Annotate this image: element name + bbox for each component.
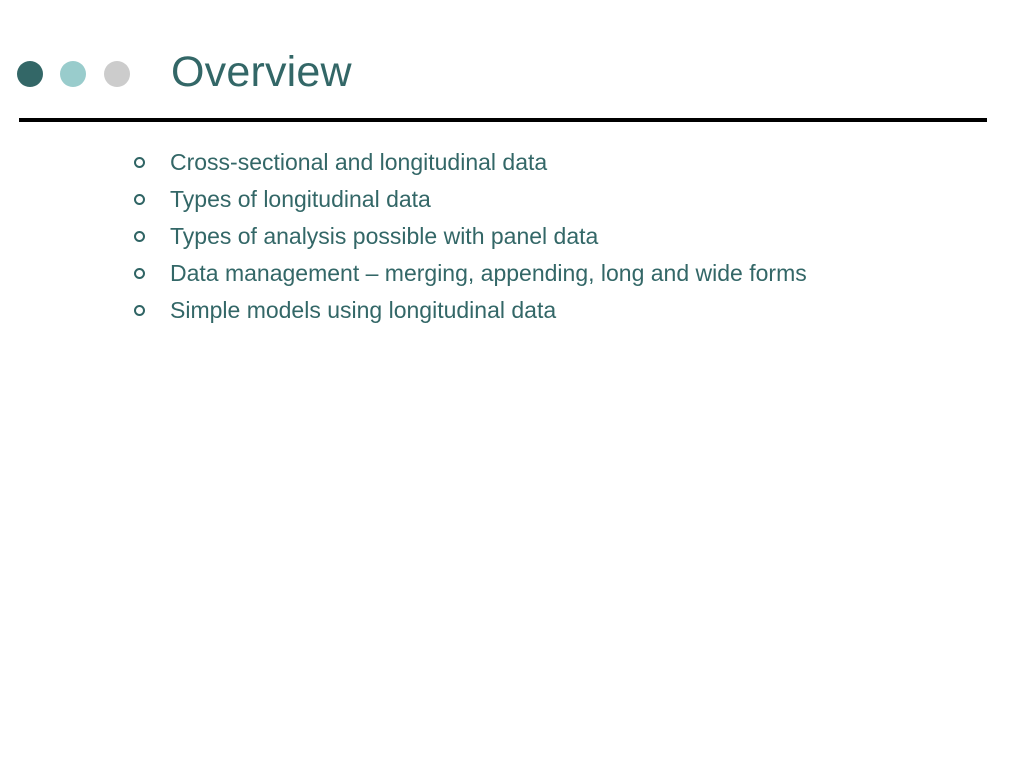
hollow-circle-bullet-icon — [134, 194, 145, 205]
light-teal-dot — [60, 61, 86, 87]
grey-dot — [104, 61, 130, 87]
bullet-text: Types of analysis possible with panel data — [170, 223, 599, 249]
bullet-text: Cross-sectional and longitudinal data — [170, 149, 548, 175]
dark-teal-dot — [17, 61, 43, 87]
title-divider — [19, 118, 987, 122]
bullet-text: Simple models using longitudinal data — [170, 297, 557, 323]
slide-title: Overview — [171, 48, 352, 96]
hollow-circle-bullet-icon — [134, 305, 145, 316]
bullet-text: Data management – merging, appending, long and wide forms — [170, 260, 807, 286]
hollow-circle-bullet-icon — [134, 231, 145, 242]
hollow-circle-bullet-icon — [134, 268, 145, 279]
bullet-text: Types of longitudinal data — [170, 186, 431, 212]
hollow-circle-bullet-icon — [134, 157, 145, 168]
